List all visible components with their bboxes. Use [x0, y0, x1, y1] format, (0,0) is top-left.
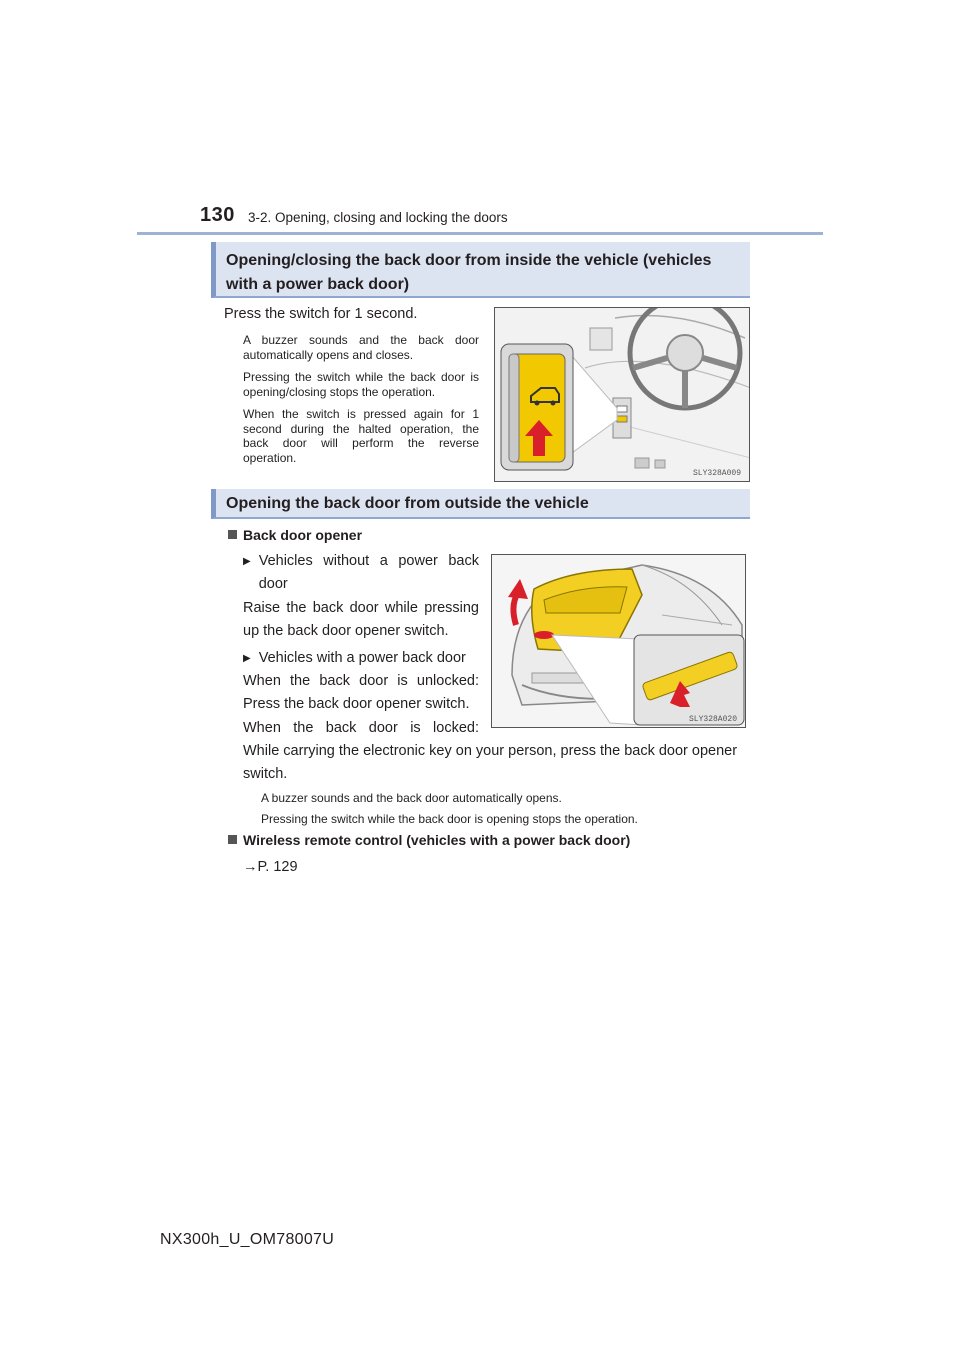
square-bullet-icon [228, 835, 237, 844]
item-without-power-door [243, 550, 479, 596]
note-buzzer-opens-closes: A buzzer sounds and the back door automatically opens and closes. [243, 333, 479, 362]
item-label: Vehicles with a power back door [258, 650, 466, 666]
instruction-press-switch: Press the switch for 1 second. [224, 306, 418, 322]
item-with-power-door [243, 647, 479, 670]
item2-locked-instruction: While carrying the electronic key on your person, press the back door opener switch. [243, 743, 738, 782]
note-reverse-operation: When the switch is pressed again for 1 second during the halted operation, the back door will perform the reverse operation. [243, 407, 479, 465]
page-reference-link[interactable]: →P. 129 [243, 859, 298, 875]
header-divider [137, 232, 823, 235]
triangle-bullet-icon: ▶ [243, 556, 251, 567]
figure-code: SLY328A020 [688, 715, 737, 724]
section-heading-outside: Opening the back door from outside the vehicle [211, 489, 750, 519]
item1-instruction: Raise the back door while pressing up the back door opener switch. [243, 600, 479, 639]
subheading-wireless-remote [228, 829, 630, 852]
square-bullet-icon [228, 530, 237, 539]
subheading-back-door-opener [228, 524, 362, 547]
note-stop-opening: Pressing the switch while the back door is opening stops the operation. [261, 812, 638, 826]
item-label: Vehicles without a power back door [258, 553, 479, 592]
section-heading-inside: Opening/closing the back door from inside the vehicle (vehicles with a power back door) [211, 242, 750, 298]
section-title: 3-2. Opening, closing and locking the doors [248, 210, 508, 225]
note-buzzer-opens: A buzzer sounds and the back door automatically opens. [261, 791, 562, 805]
dashboard-illustration [495, 308, 750, 482]
subheading-text: Back door opener [243, 527, 363, 543]
item2-unlocked-instruction: When the back door is unlocked: Press the back door opener switch. [243, 673, 479, 712]
manual-code: NX300h_U_OM78007U [160, 1231, 335, 1248]
car-rear-illustration [492, 555, 746, 728]
subheading-text: Wireless remote control (vehicles with a power back door) [243, 832, 631, 848]
note-stop-operation: Pressing the switch while the back door is opening/closing stops the operation. [243, 370, 479, 399]
item2-locked-label: When the back door is locked: [243, 720, 479, 736]
figure-code: SLY328A009 [692, 469, 741, 478]
figure-dashboard-switch [494, 307, 750, 482]
figure-back-door [491, 554, 746, 728]
triangle-bullet-icon: ▶ [243, 653, 251, 664]
page-number: 130 [200, 204, 235, 226]
